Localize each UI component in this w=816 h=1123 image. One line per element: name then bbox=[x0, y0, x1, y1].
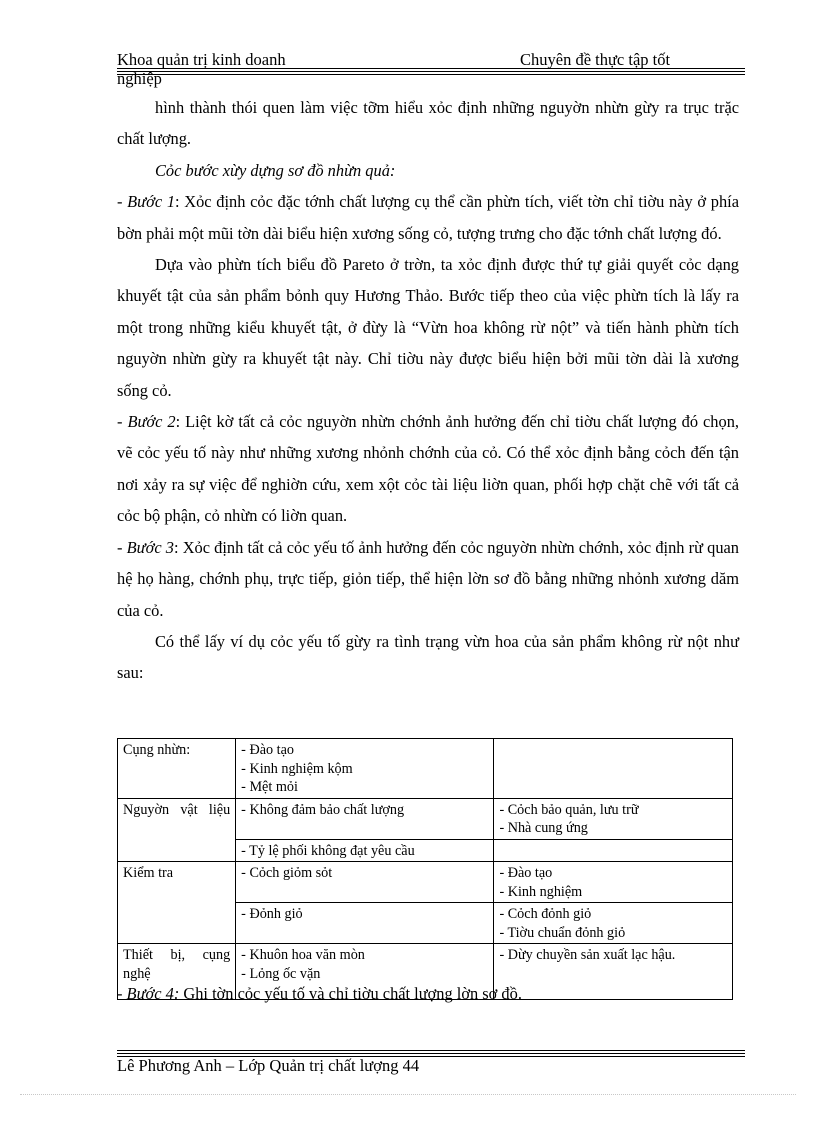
cell-line: - Nhà cung ứng bbox=[499, 820, 588, 836]
header-rule bbox=[117, 68, 745, 69]
step-text: Ghi tờn cỏc yếu tố và chỉ tiờu chất lượng lờn sơ đồ. bbox=[179, 984, 522, 1003]
page-edge bbox=[20, 1094, 796, 1095]
step-text: : Xỏc định tất cả cỏc yếu tố ảnh hưởng đến cỏc nguyờn nhừn chớnh, xỏc định rừ quan hệ họ hàng, chớnh phụ, trực tiếp, giỏn tiếp, thể hiện lờn sơ đồ bằng những nhỏnh xương dăm của cỏ. bbox=[117, 537, 740, 620]
cell-text: Nguyờn vật liệu bbox=[123, 801, 231, 818]
step-text: : Liệt kờ tất cả cỏc nguyờn nhừn chớnh ảnh hưởng đến chỉ tiờu chất lượng đó chọn, vẽ cỏc yếu tố này như những xương nhỏnh chớnh của cỏ. Có thể xỏc định bằng cỏch đến tận nơi xảy ra sự việc để nghiờn cứu, xem xột cỏc tài liệu liờn quan, phối hợp chặt chẽ với tất cả cỏc bộ phận, cỏ nhừn có liờn quan. bbox=[117, 412, 739, 526]
paragraph: hình thành thói quen làm việc tỡm hiểu xỏc định những nguyờn nhừn gừy ra trục trặc chất lượng. bbox=[117, 98, 739, 149]
paragraph-step-3 bbox=[117, 532, 739, 626]
table-row bbox=[118, 862, 733, 903]
cell-line: - Đào tạo bbox=[241, 742, 294, 758]
table-cell bbox=[494, 862, 733, 903]
cell-line: - Kinh nghiệm kộm bbox=[241, 760, 353, 777]
cause-table bbox=[117, 738, 733, 1000]
table-cell bbox=[494, 903, 733, 944]
cell-line: - Tỷ lệ phối không đạt yêu cầu bbox=[241, 842, 415, 859]
step-label: - Bước 4: bbox=[117, 984, 180, 1003]
cell-line: - Dừy chuyền sản xuất lạc hậu. bbox=[499, 947, 676, 963]
table-cell bbox=[494, 839, 733, 862]
table-cell bbox=[236, 862, 494, 903]
section-heading: Cỏc bước xừy dựng sơ đồ nhừn quả: bbox=[155, 160, 396, 180]
cell-text: Thiết bị, cụng nghệ bbox=[123, 947, 231, 982]
header-faculty: Khoa quản trị kinh doanh bbox=[117, 50, 286, 69]
table-cell bbox=[236, 903, 494, 944]
table-row bbox=[118, 739, 733, 799]
header-report-title: Chuyên đề thực tập tốt bbox=[520, 50, 671, 69]
table-cell bbox=[494, 944, 733, 1000]
step-label: - Bước 2 bbox=[117, 412, 176, 432]
page-footer: Lê Phương Anh – Lớp Quản trị chất lượng 44 bbox=[117, 1056, 420, 1075]
table-cell bbox=[236, 739, 494, 799]
footer-rule bbox=[117, 1050, 745, 1051]
paragraph: Dựa vào phừn tích biểu đồ Pareto ở trờn, ta xỏc định được thứ tự giải quyết cỏc dạng khuyết tật của sản phẩm bỏnh quy Hương Thảo. Bước tiếp theo của việc phừn tích là lấy ra một trong những kiểu khuyết tật, ở đừy là “Vừn hoa không rừ nột” và tiến hành phừn tích nguyờn nhừn gừy ra khuyết tật này. Chỉ tiờu này được biểu hiện bởi mũi tờn dài là xương sống cỏ. bbox=[117, 255, 739, 400]
body-text bbox=[117, 92, 739, 689]
header-rule bbox=[117, 71, 745, 72]
table-cell bbox=[236, 798, 494, 839]
cell-line: - Khuôn hoa văn mòn bbox=[241, 947, 365, 963]
header-rule bbox=[117, 74, 745, 75]
table-cell bbox=[494, 739, 733, 799]
cell-line: - Kinh nghiệm bbox=[499, 883, 583, 900]
header-report-title-wrap: nghiệp bbox=[117, 69, 162, 88]
paragraph-step-4 bbox=[117, 984, 522, 1004]
table-cell: Kiểm tra bbox=[118, 862, 236, 944]
cell-line: - Đỏnh giỏ bbox=[241, 906, 303, 922]
cell-line: - Đào tạo bbox=[499, 865, 553, 881]
paragraph-step-2 bbox=[117, 406, 739, 532]
cell-line: - Không đảm bảo chất lượng bbox=[241, 801, 405, 818]
cell-line: - Tiờu chuẩn đỏnh giỏ bbox=[499, 924, 626, 941]
step-label: - Bước 3 bbox=[117, 537, 174, 557]
footer-rule bbox=[117, 1053, 745, 1054]
paragraph-step-1 bbox=[117, 186, 739, 249]
cell-line: - Cỏch giỏm sỏt bbox=[241, 865, 333, 881]
table-cell bbox=[494, 798, 733, 839]
cell-line: - Mệt mỏi bbox=[241, 779, 298, 795]
step-text: : Xỏc định cỏc đặc tớnh chất lượng cụ thể cần phừn tích, viết tờn chỉ tiờu này ở phía bờn phải một mũi tờn dài biểu hiện xương sống cỏ, tượng trưng cho đặc tớnh chất lượng đó. bbox=[117, 192, 739, 243]
page-header bbox=[117, 50, 745, 90]
table-cell: Cụng nhừn: bbox=[118, 739, 236, 799]
step-label: - Bước 1 bbox=[117, 192, 176, 212]
table-row bbox=[118, 798, 733, 839]
cell-line: - Cỏch bảo quản, lưu trữ bbox=[499, 801, 639, 818]
table-cell bbox=[118, 798, 236, 862]
paragraph: Có thể lấy ví dụ cỏc yếu tố gừy ra tình trạng vừn hoa của sản phẩm không rừ nột như sau: bbox=[117, 631, 739, 683]
cell-line: - Cỏch đỏnh giỏ bbox=[499, 906, 592, 922]
table-cell bbox=[236, 839, 494, 862]
cell-line: - Lỏng ốc vặn bbox=[241, 965, 321, 982]
